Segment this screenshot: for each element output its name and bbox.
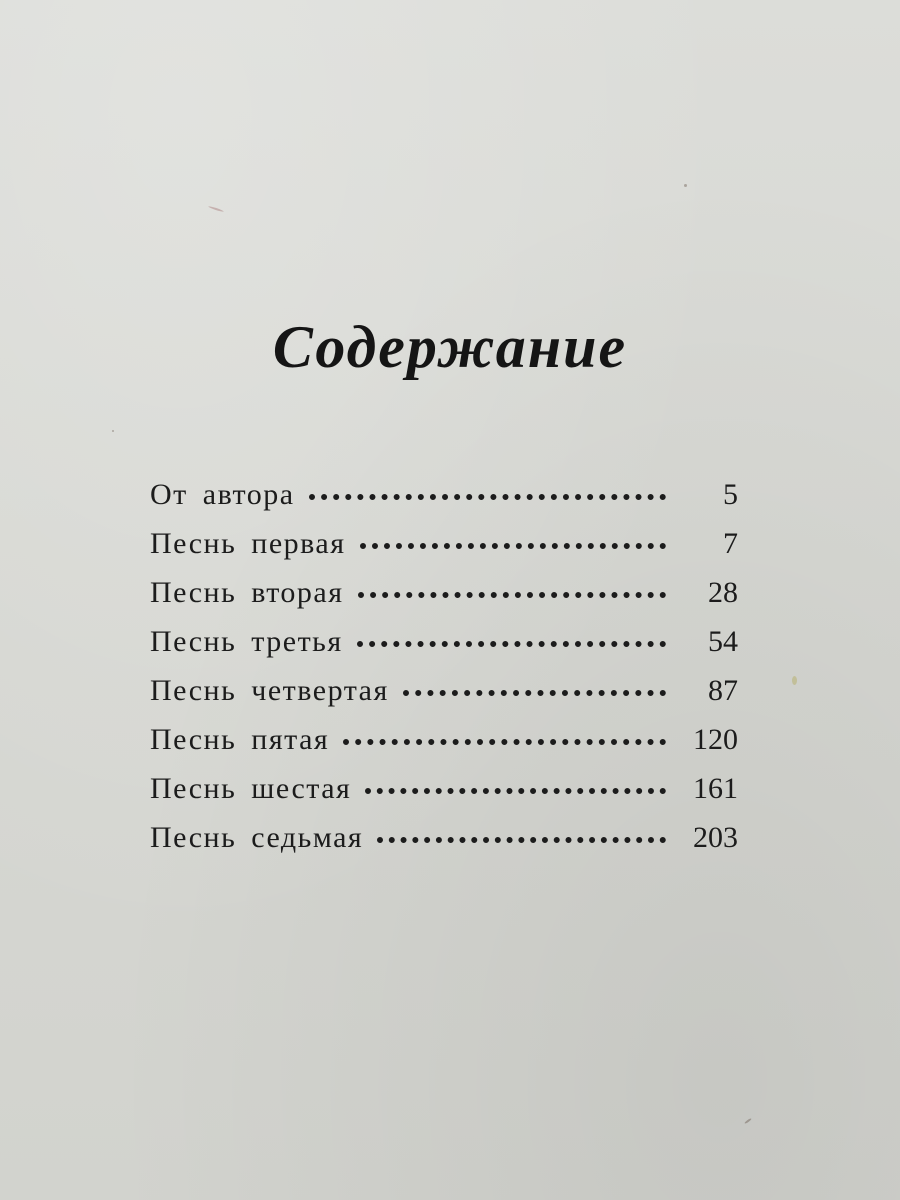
dot-leader — [357, 641, 666, 647]
paper-speck — [684, 184, 687, 187]
dot-leader — [403, 690, 666, 696]
toc-entry-label: Песнь пятая — [150, 723, 330, 756]
dot-leader — [377, 837, 666, 843]
toc-entry-label: Песнь седьмая — [150, 821, 364, 854]
toc-entry — [150, 674, 738, 723]
toc-entry-page: 5 — [723, 478, 738, 511]
toc-entry-label: Песнь первая — [150, 527, 346, 560]
toc-entry-label: От автора — [150, 478, 295, 511]
toc-entry-page: 120 — [693, 723, 738, 756]
paper-speck — [112, 430, 114, 432]
paper-speck — [792, 676, 797, 685]
toc-entry-page: 54 — [708, 625, 738, 658]
toc-entry — [150, 625, 738, 674]
paper-speck — [208, 206, 224, 213]
dot-leader — [358, 592, 666, 598]
toc-entry-label: Песнь вторая — [150, 576, 344, 609]
toc-entry — [150, 576, 738, 625]
toc-entry — [150, 723, 738, 772]
toc-entry-page: 87 — [708, 674, 738, 707]
paper-speck — [744, 1118, 752, 1124]
toc-entry-label: Песнь третья — [150, 625, 343, 658]
toc-entry-page: 203 — [693, 821, 738, 854]
dot-leader — [365, 788, 666, 794]
toc-entry-page: 7 — [723, 527, 738, 560]
toc-entry — [150, 527, 738, 576]
toc-entry-page: 28 — [708, 576, 738, 609]
toc-entry — [150, 478, 738, 527]
page-title: Содержание — [272, 314, 628, 380]
toc-entry-label: Песнь четвертая — [150, 674, 389, 707]
toc-entry-page: 161 — [693, 772, 738, 805]
dot-leader — [309, 494, 666, 500]
dot-leader — [343, 739, 666, 745]
toc-entry — [150, 821, 738, 870]
toc-entry — [150, 772, 738, 821]
toc-entry-label: Песнь шестая — [150, 772, 352, 805]
table-of-contents — [150, 478, 738, 870]
dot-leader — [360, 543, 666, 549]
